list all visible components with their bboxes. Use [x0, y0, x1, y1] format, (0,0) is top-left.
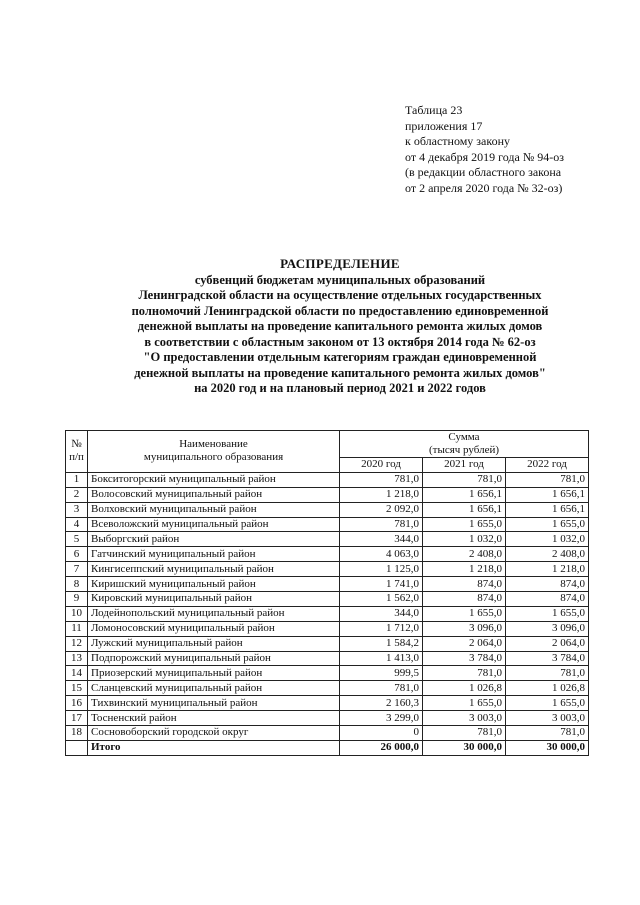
amount-2021: 3 784,0 [423, 651, 506, 666]
amount-2021: 1 655,0 [423, 696, 506, 711]
municipality-name: Лодейнопольский муниципальный район [88, 606, 340, 621]
amount-2022: 1 656,1 [506, 502, 589, 517]
amount-2020: 781,0 [340, 517, 423, 532]
header-line: приложения 17 [405, 118, 483, 133]
title-line: субвенций бюджетам муниципальных образований [194, 272, 486, 287]
title-line: "О предоставлении отдельным категориям граждан единовременной [143, 350, 537, 364]
municipality-name: Ломоносовский муниципальный район [88, 621, 340, 636]
total-2021: 30 000,0 [423, 740, 506, 755]
row-number: 12 [66, 636, 88, 651]
amount-2022: 2 064,0 [506, 636, 589, 651]
title-main: РАСПРЕДЕЛЕНИЕ [280, 256, 400, 271]
amount-2020: 781,0 [340, 681, 423, 696]
amount-2022: 1 655,0 [506, 517, 589, 532]
amount-2020: 344,0 [340, 606, 423, 621]
row-number: 1 [66, 472, 88, 487]
amount-2021: 874,0 [423, 592, 506, 607]
row-number: 10 [66, 606, 88, 621]
row-number: 18 [66, 726, 88, 741]
municipality-name: Тихвинский муниципальный район [88, 696, 340, 711]
title-line: денежной выплаты на проведение капитального ремонта жилых домов" [134, 365, 546, 380]
municipality-name: Кировский муниципальный район [88, 592, 340, 607]
amount-2021: 781,0 [423, 472, 506, 487]
amount-2020: 1 413,0 [340, 651, 423, 666]
table-row [66, 592, 589, 607]
table-row [66, 651, 589, 666]
amount-2020: 2 092,0 [340, 502, 423, 517]
municipality-name: Сланцевский муниципальный район [88, 681, 340, 696]
amount-2022: 2 408,0 [506, 547, 589, 562]
amount-2022: 1 218,0 [506, 562, 589, 577]
amount-2020: 0 [340, 726, 423, 741]
municipality-name: Подпорожский муниципальный район [88, 651, 340, 666]
row-number: 14 [66, 666, 88, 681]
document-title [60, 256, 620, 397]
amount-2022: 874,0 [506, 577, 589, 592]
header-line: от 4 декабря 2019 года № 94-оз [405, 149, 565, 164]
amount-2021: 1 656,1 [423, 502, 506, 517]
amount-2020: 4 063,0 [340, 547, 423, 562]
row-number: 2 [66, 487, 88, 502]
row-number: 5 [66, 532, 88, 547]
row-number: 16 [66, 696, 88, 711]
title-line: на 2020 год и на плановый период 2021 и 2022 годов [194, 381, 486, 395]
amount-2021: 1 026,8 [423, 681, 506, 696]
municipality-name: Лужский муниципальный район [88, 636, 340, 651]
appendix-reference [405, 103, 564, 196]
amount-2021: 1 655,0 [423, 606, 506, 621]
table-row [66, 487, 589, 502]
amount-2022: 3 096,0 [506, 621, 589, 636]
row-number: 11 [66, 621, 88, 636]
table-row [66, 577, 589, 592]
amount-2022: 3 784,0 [506, 651, 589, 666]
amount-2022: 1 656,1 [506, 487, 589, 502]
header-year-2021: 2021 год [423, 458, 506, 473]
amount-2020: 1 712,0 [340, 621, 423, 636]
municipality-name: Киришский муниципальный район [88, 577, 340, 592]
amount-2021: 2 408,0 [423, 547, 506, 562]
row-number: 4 [66, 517, 88, 532]
amount-2022: 1 026,8 [506, 681, 589, 696]
amount-2022: 3 003,0 [506, 711, 589, 726]
header-number: № п/п [66, 431, 88, 473]
row-number: 9 [66, 592, 88, 607]
header-year-2020: 2020 год [340, 458, 423, 473]
amount-2020: 1 584,2 [340, 636, 423, 651]
amount-2020: 781,0 [340, 472, 423, 487]
total-number-cell [66, 740, 88, 755]
amount-2022: 1 655,0 [506, 606, 589, 621]
amount-2020: 3 299,0 [340, 711, 423, 726]
municipality-name: Бокситогорский муниципальный район [88, 472, 340, 487]
header-line: к областному закону [405, 134, 511, 148]
municipality-name: Приозерский муниципальный район [88, 666, 340, 681]
amount-2022: 781,0 [506, 666, 589, 681]
amount-2021: 1 218,0 [423, 562, 506, 577]
amount-2020: 999,5 [340, 666, 423, 681]
amount-2021: 3 003,0 [423, 711, 506, 726]
municipality-name: Тосненский район [88, 711, 340, 726]
title-line: в соответствии с областным законом от 13 октября 2014 года № 62-оз [144, 334, 536, 349]
row-number: 8 [66, 577, 88, 592]
table-row [66, 681, 589, 696]
amount-2022: 1 032,0 [506, 532, 589, 547]
header-line: (в редакции областного закона [405, 165, 562, 179]
table-row [66, 696, 589, 711]
municipality-name: Сосновоборский городской округ [88, 726, 340, 741]
amount-2021: 1 655,0 [423, 517, 506, 532]
row-number: 7 [66, 562, 88, 577]
total-label: Итого [88, 740, 340, 755]
amount-2021: 781,0 [423, 666, 506, 681]
table-row [66, 472, 589, 487]
municipality-name: Выборгский район [88, 532, 340, 547]
municipality-name: Гатчинский муниципальный район [88, 547, 340, 562]
municipality-name: Всеволожский муниципальный район [88, 517, 340, 532]
title-line: денежной выплаты на проведение капитального ремонта жилых домов [137, 319, 543, 333]
row-number: 3 [66, 502, 88, 517]
amount-2022: 874,0 [506, 592, 589, 607]
header-line: Таблица 23 [405, 103, 463, 117]
header-municipality: Наименование муниципального образования [88, 431, 340, 473]
header-sum: Сумма (тысяч рублей) [340, 431, 589, 458]
total-2020: 26 000,0 [340, 740, 423, 755]
amount-2020: 344,0 [340, 532, 423, 547]
row-number: 13 [66, 651, 88, 666]
row-number: 15 [66, 681, 88, 696]
amount-2021: 781,0 [423, 726, 506, 741]
distribution-table [65, 430, 589, 756]
municipality-name: Волосовский муниципальный район [88, 487, 340, 502]
table-row [66, 547, 589, 562]
table-row [66, 636, 589, 651]
amount-2021: 1 032,0 [423, 532, 506, 547]
amount-2021: 3 096,0 [423, 621, 506, 636]
table-row [66, 517, 589, 532]
row-number: 17 [66, 711, 88, 726]
row-number: 6 [66, 547, 88, 562]
header-year-2022: 2022 год [506, 458, 589, 473]
total-row [66, 740, 589, 755]
amount-2020: 1 562,0 [340, 592, 423, 607]
municipality-name: Кингисеппский муниципальный район [88, 562, 340, 577]
table-row [66, 726, 589, 741]
amount-2020: 1 741,0 [340, 577, 423, 592]
total-2022: 30 000,0 [506, 740, 589, 755]
amount-2020: 2 160,3 [340, 696, 423, 711]
table-row [66, 606, 589, 621]
amount-2022: 781,0 [506, 726, 589, 741]
amount-2020: 1 218,0 [340, 487, 423, 502]
header-line: от 2 апреля 2020 года № 32-оз) [405, 180, 563, 195]
table-row [66, 711, 589, 726]
amount-2021: 874,0 [423, 577, 506, 592]
municipality-name: Волховский муниципальный район [88, 502, 340, 517]
table-row [66, 562, 589, 577]
table-row [66, 666, 589, 681]
table-row [66, 502, 589, 517]
amount-2021: 1 656,1 [423, 487, 506, 502]
amount-2022: 781,0 [506, 472, 589, 487]
title-line: Ленинградской области на осуществление отдельных государственных [138, 288, 542, 302]
table-row [66, 621, 589, 636]
amount-2021: 2 064,0 [423, 636, 506, 651]
amount-2022: 1 655,0 [506, 696, 589, 711]
amount-2020: 1 125,0 [340, 562, 423, 577]
table-row [66, 532, 589, 547]
title-line: полномочий Ленинградской области по предоставлению единовременной [131, 303, 549, 318]
